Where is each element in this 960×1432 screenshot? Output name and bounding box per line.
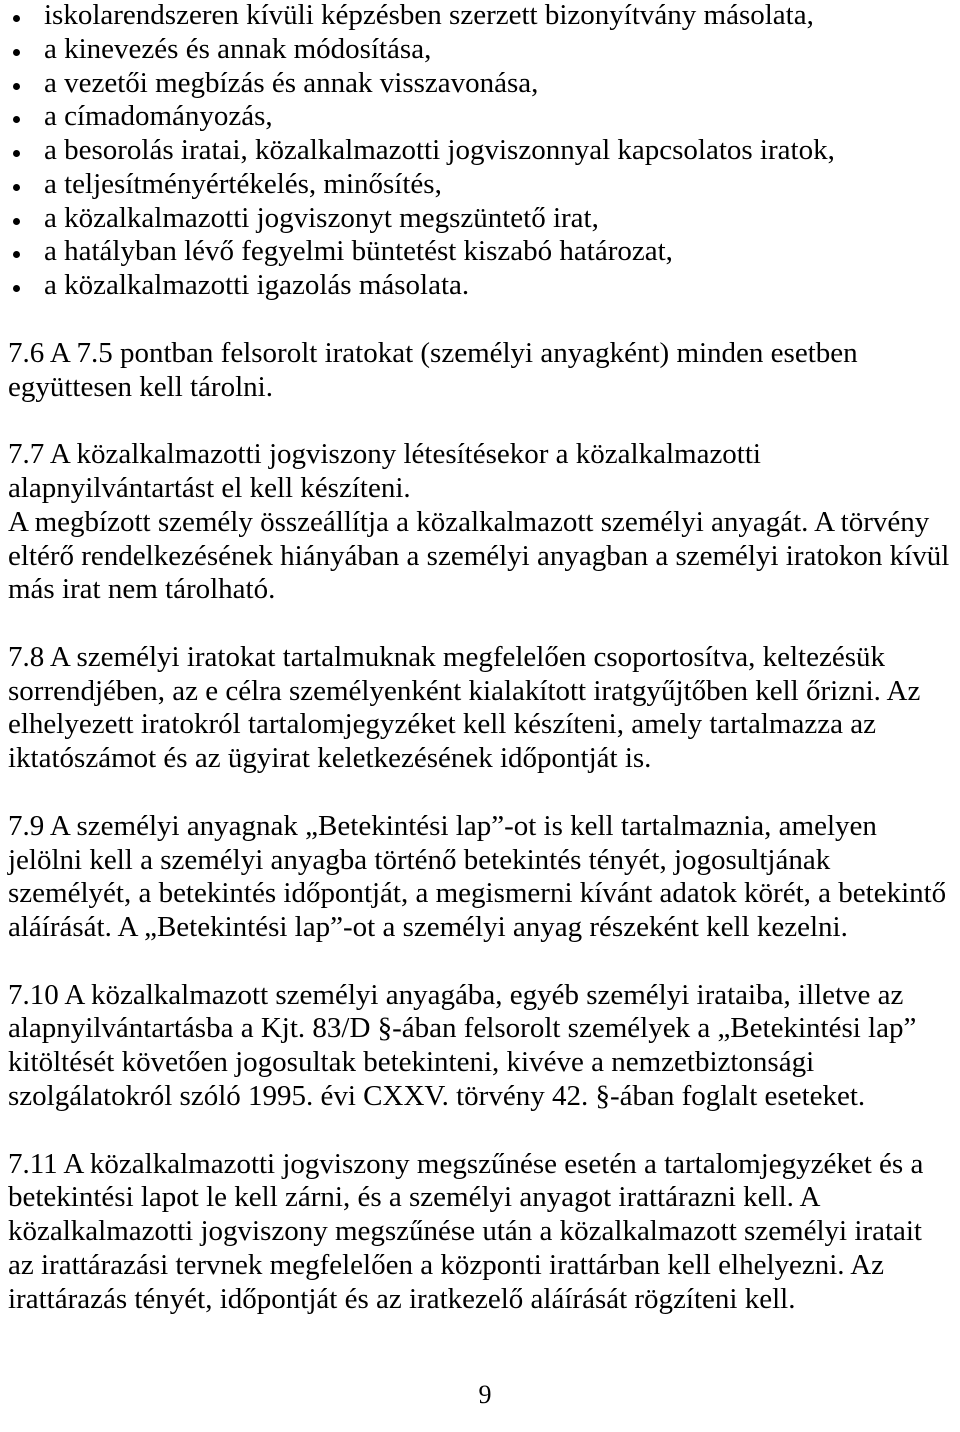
list-item-text: a vezetői megbízás és annak visszavonása, — [44, 66, 539, 99]
paragraph — [8, 979, 955, 1114]
section-7-11 — [8, 1148, 955, 1317]
list-item-text: a közalkalmazotti jogviszonyt megszüntető irat, — [44, 201, 599, 234]
text-line: 7.8 A személyi iratokat tartalmuknak megfelelően csoportosítva, keltezésük — [8, 640, 885, 673]
text-line: iktatószámot és az ügyirat keletkezésének időpontját is. — [8, 742, 652, 775]
paragraph — [8, 506, 955, 607]
list-item — [8, 202, 955, 236]
list-item-text: a besorolás iratai, közalkalmazotti jogviszonnyal kapcsolatos iratok, — [44, 134, 835, 167]
text-line: irattárazás tényét, időpontját és az iratkezelő aláírását rögzíteni kell. — [8, 1282, 796, 1315]
list-item — [8, 100, 955, 134]
text-line: eltérő rendelkezésének hiányában a személyi anyagban a személyi iratokon kívül — [8, 539, 950, 572]
section-7-8 — [8, 641, 955, 776]
bullet-marker — [13, 83, 20, 90]
bullet-marker — [13, 15, 20, 22]
text-line: 7.7 A közalkalmazotti jogviszony létesítésekor a közalkalmazotti — [8, 438, 761, 471]
text-line: 7.6 A 7.5 pontban felsorolt iratokat (személyi anyagként) minden esetben — [8, 336, 858, 369]
section-7-7 — [8, 438, 955, 607]
list-item — [8, 235, 955, 269]
list-item — [8, 269, 955, 303]
bullet-list — [8, 0, 955, 303]
bullet-marker — [13, 49, 20, 56]
list-item-text: a címadományozás, — [44, 100, 273, 133]
list-item — [8, 33, 955, 67]
bullet-marker — [13, 251, 20, 258]
section-7-10 — [8, 979, 955, 1114]
list-item-text: a hatályban lévő fegyelmi büntetést kiszabó határozat, — [44, 235, 673, 268]
text-line: 7.11 A közalkalmazotti jogviszony megszűnése esetén a tartalomjegyzéket és a — [8, 1147, 924, 1180]
list-item — [8, 168, 955, 202]
text-line: A megbízott személy összeállítja a közalkalmazott személyi anyagát. A törvény — [8, 505, 930, 538]
section-7-6 — [8, 337, 955, 405]
text-line: kitöltését követően jogosultak betekinteni, kivéve a nemzetbiztonsági — [8, 1046, 815, 1079]
text-line: más irat nem tárolható. — [8, 573, 276, 606]
list-item-text: iskolarendszeren kívüli képzésben szerzett bizonyítvány másolata, — [44, 0, 814, 31]
paragraph — [8, 641, 955, 776]
page-number: 9 — [478, 1380, 492, 1409]
paragraph — [8, 337, 955, 405]
text-line: elhelyezett iratokról tartalomjegyzéket kell készíteni, amely tartalmazza az — [8, 708, 876, 741]
list-item-text: a közalkalmazotti igazolás másolata. — [44, 269, 470, 302]
text-line: személyét, a betekintés időpontját, a megismerni kívánt adatok körét, a betekintő — [8, 877, 947, 910]
list-item-text: a teljesítményértékelés, minősítés, — [44, 167, 442, 200]
bullet-marker — [13, 184, 20, 191]
text-line: 7.10 A közalkalmazott személyi anyagába, egyéb személyi irataiba, illetve az — [8, 978, 904, 1011]
text-line: szolgálatokról szóló 1995. évi CXXV. törvény 42. §-ában foglalt eseteket. — [8, 1080, 866, 1112]
list-item — [8, 134, 955, 168]
text-line: együttesen kell tárolni. — [8, 370, 273, 403]
document-body — [8, 0, 955, 1316]
bullet-marker — [13, 150, 20, 157]
bullet-marker — [13, 285, 20, 292]
text-line: közalkalmazotti jogviszony megszűnése után a közalkalmazott személyi iratait — [8, 1215, 922, 1248]
list-item-text: a kinevezés és annak módosítása, — [44, 32, 432, 65]
text-line: jelölni kell a személyi anyagba történő betekintés tényét, jogosultjának — [8, 843, 831, 876]
text-line: alapnyilvántartást el kell készíteni. — [8, 471, 411, 504]
bullet-marker — [13, 116, 20, 123]
paragraph — [8, 438, 955, 506]
text-line: aláírását. A „Betekintési lap”-ot a személyi anyag részeként kell kezelni. — [8, 911, 848, 944]
paragraph — [8, 1148, 955, 1317]
paragraph — [8, 810, 955, 945]
list-item — [8, 0, 955, 33]
bullet-marker — [13, 218, 20, 225]
text-line: 7.9 A személyi anyagnak „Betekintési lap”-ot is kell tartalmaznia, amelyen — [8, 809, 877, 842]
text-line: az irattárazási tervnek megfelelően a központi irattárban kell elhelyezni. Az — [8, 1248, 885, 1281]
text-line: sorrendjében, az e célra személyenként kialakított iratgyűjtőben kell őrizni. Az — [8, 674, 921, 707]
text-line: alapnyilvántartásba a Kjt. 83/D §-ában felsorolt személyek a „Betekintési lap” — [8, 1012, 917, 1045]
list-item — [8, 67, 955, 101]
section-7-9 — [8, 810, 955, 945]
text-line: betekintési lapot le kell zárni, és a személyi anyagot irattárazni kell. A — [8, 1181, 821, 1214]
